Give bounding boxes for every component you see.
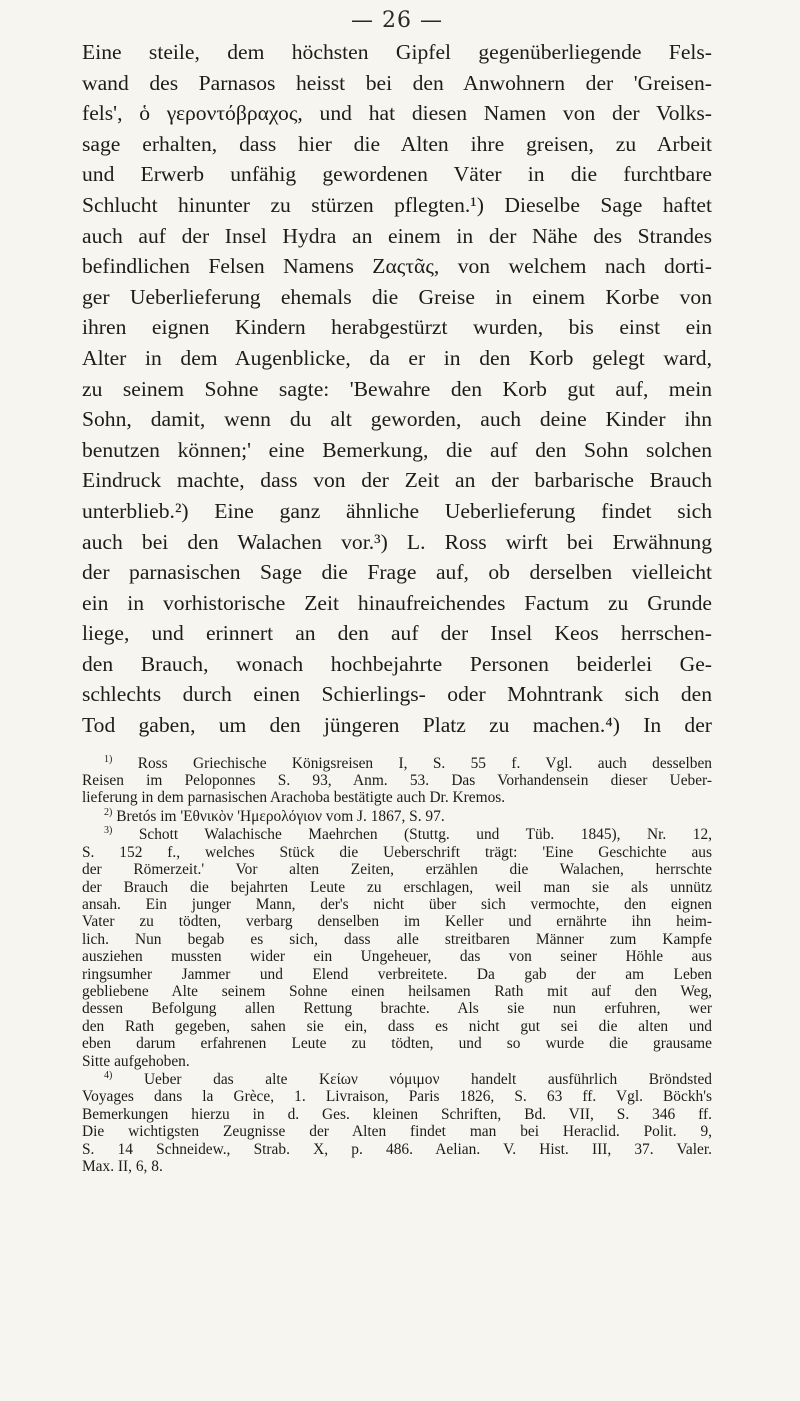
footnote-text: Ross Griechische Königsreisen I, S. 55 f. Vgl. auch desselben: [112, 754, 712, 772]
footnote-text: Schott Walachische Maehrchen (Stuttg. und Tüb. 1845), Nr. 12,: [112, 826, 712, 844]
footnote-line: [82, 826, 712, 843]
footnote-line: der Römerzeit.' Vor alten Zeiten, erzählen die Walachen, herrschte: [82, 861, 712, 879]
text-line: zu seinem Sohne sagte: 'Bewahre den Korb gut auf, mein: [82, 376, 712, 401]
footnote-text: Ueber das alte Κείων νόμιμον handelt ausführlich Bröndsted: [112, 1070, 712, 1088]
text-line: Schlucht hinunter zu stürzen pflegten.¹) Dieselbe Sage haftet: [82, 192, 712, 217]
footnote: [82, 826, 712, 1070]
footnote-line: ausziehen mussten wider ein Ungeheuer, das von seiner Höhle aus: [82, 948, 712, 966]
main-text: [82, 37, 712, 741]
footnote-line: Die wichtigsten Zeugnisse der Alten findet man bei Heraclid. Polit. 9,: [82, 1123, 712, 1141]
text-line: fels', ὁ γεροντόβραχος, und hat diesen Namen von der Volks-: [82, 101, 712, 126]
footnote-line: lieferung in dem parnasischen Arachoba bestätigte auch Dr. Kremos.: [82, 789, 506, 807]
text-line: Eine steile, dem höchsten Gipfel gegenüberliegende Fels-: [82, 40, 712, 64]
text-line: Sohn, damit, wenn du alt geworden, auch deine Kinder ihn: [82, 407, 712, 432]
text-line: schlechts durch einen Schierlings- oder Mohntrank sich den: [82, 682, 712, 707]
footnote-line: den Rath gegeben, sahen sie ein, dass es nicht gut sei die alten und: [82, 1017, 712, 1035]
book-page: [82, 8, 712, 1176]
text-line: ger Ueberlieferung ehemals die Greise in einem Korbe von: [82, 284, 712, 309]
text-line: benutzen können;' eine Bemerkung, die auf den Sohn solchen: [82, 437, 712, 462]
footnote: [82, 755, 712, 807]
footnote-line: Reisen im Peloponnes S. 93, Anm. 53. Das Vorhandensein dieser Ueber-: [82, 772, 712, 790]
footnote-line: gebliebene Alte seinem Sohne einen heilsamen Rath mit auf den Weg,: [82, 982, 712, 1000]
footnote-text: Bretós im 'Εθνικὸν 'Ημερολόγιον vom J. 1867, S. 97.: [112, 807, 445, 825]
footnote-line: S. 152 f., welches Stück die Ueberschrift trägt: 'Eine Geschichte aus: [82, 843, 712, 861]
text-line: der parnasischen Sage die Frage auf, ob derselben vielleicht: [82, 560, 712, 585]
text-line: ein in vorhistorische Zeit hinaufreichendes Factum zu Grunde: [82, 590, 712, 615]
text-line: auch auf der Insel Hydra an einem in der Nähe des Strandes: [82, 223, 712, 248]
footnote-mark: 3): [104, 825, 113, 837]
footnote-line: Bemerkungen hierzu in d. Ges. kleinen Schriften, Bd. VII, S. 346 ff.: [82, 1105, 712, 1123]
text-line: Tod gaben, um den jüngeren Platz zu machen.⁴) In der: [82, 713, 712, 738]
text-line: befindlichen Felsen Namens Ζαςτᾶς, von welchem nach dorti-: [82, 254, 712, 279]
footnote-mark: 4): [104, 1069, 113, 1081]
footnote-line: lich. Nun begab es sich, dass alle streitbaren Männer zum Kampfe: [82, 930, 712, 948]
footnote-line: [82, 808, 712, 825]
footnote-line: Sitte aufgehoben.: [82, 1052, 190, 1070]
text-line: liege, und erinnert an den auf der Insel Keos herrschen-: [82, 621, 712, 646]
footnote-line: ansah. Ein junger Mann, der's nicht über sich vermochte, den eignen: [82, 895, 712, 913]
footnote-mark: 2): [104, 806, 113, 818]
footnote-line: Vater zu tödten, verbarg denselben im Keller und ernährte ihn heim-: [82, 913, 712, 931]
text-line: wand des Parnasos heisst bei den Anwohnern der 'Greisen-: [82, 70, 712, 95]
text-line: Alter in dem Augenblicke, da er in den Korb gelegt ward,: [82, 345, 712, 370]
footnote-line: Max. II, 6, 8.: [82, 1158, 163, 1175]
text-line: sage erhalten, dass hier die Alten ihre greisen, zu Arbeit: [82, 131, 712, 156]
footnote-line: S. 14 Schneidew., Strab. X, p. 486. Aelian. V. Hist. III, 37. Valer.: [82, 1140, 712, 1158]
footnote-mark: 1): [104, 753, 113, 765]
text-line: und Erwerb unfähig gewordenen Väter in die furchtbare: [82, 162, 712, 187]
footnotes: [82, 755, 712, 1176]
footnote-line: dessen Befolgung allen Rettung brachte. Als sie nun erfuhren, wer: [82, 1000, 712, 1018]
footnote-line: der Brauch die bejahrten Leute zu erschlagen, weil man sie als unnütz: [82, 878, 712, 896]
footnote: [82, 1071, 712, 1175]
footnote: [82, 808, 712, 825]
text-line: den Brauch, wonach hochbejahrte Personen beiderlei Ge-: [82, 651, 712, 676]
footnote-line: [82, 755, 712, 772]
text-line: unterblieb.²) Eine ganz ähnliche Ueberlieferung findet sich: [82, 498, 712, 523]
footnote-line: eben darum erfahrenen Leute zu tödten, und so wurde die grausame: [82, 1035, 712, 1053]
page-number: — 26 —: [351, 8, 443, 33]
text-line: auch bei den Walachen vor.³) L. Ross wirft bei Erwähnung: [82, 529, 712, 554]
text-line: ihren eignen Kindern herabgestürzt wurden, bis einst ein: [82, 315, 712, 340]
footnote-line: ringsumher Jammer und Elend verbreitete. Da gab der am Leben: [82, 965, 712, 983]
footnote-line: [82, 1071, 712, 1088]
footnote-line: Voyages dans la Grèce, 1. Livraison, Paris 1826, S. 63 ff. Vgl. Böckh's: [82, 1088, 712, 1106]
text-line: Eindruck machte, dass von der Zeit an der barbarische Brauch: [82, 468, 712, 493]
